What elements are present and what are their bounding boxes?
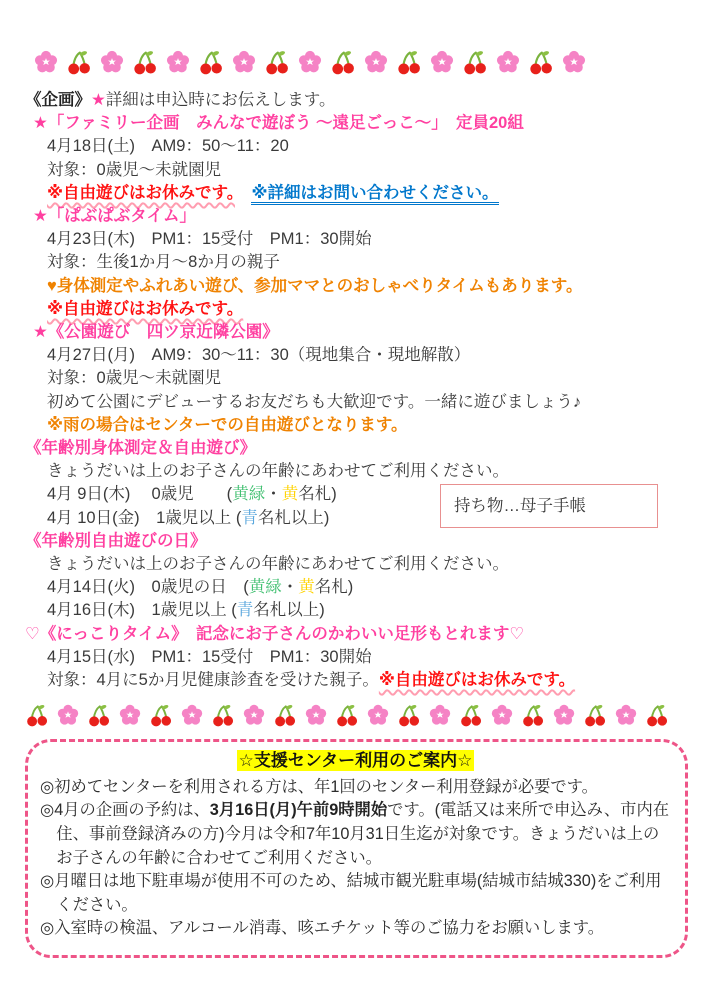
text-segment: 3月16日(月)午前9時開始 [209, 801, 388, 820]
text-segment: 4月14日(火) 0歳児の日 ( [47, 578, 249, 597]
text-segment: 対象：0歳児～未就園児 [47, 369, 222, 388]
flower-icon [304, 703, 328, 727]
text-segment: 対象：4月に5か月児健康診査を受けた親子。 [47, 671, 379, 690]
cherry-icon [264, 49, 290, 75]
measurement-guide [25, 460, 688, 483]
text-segment: ◎月曜日は地下駐車場が使用不可のため、結城市観光駐車場(結城市結城330)をご利用ください。 [40, 872, 662, 914]
cherry-icon [211, 703, 235, 727]
text-segment: きょうだいは上のお子さんの年齢にあわせてご利用ください。 [47, 555, 509, 574]
text-segment: 4月 10日(金) 1歳児以上 ( [47, 508, 242, 527]
pabupabu-target [25, 251, 688, 274]
text-segment: ・ [281, 578, 299, 597]
text-segment: ★「ぱぶぱぶタイム」 [33, 207, 196, 226]
cherry-icon [462, 49, 488, 75]
text-segment: 黄 [281, 485, 299, 504]
text-segment: 黄 [298, 578, 315, 597]
text-segment: 初めて公園にデビューするお友だちも大歓迎です。一緒に遊びましょう♪ [47, 392, 582, 411]
text-segment: 4月18日(土) AM9：50～11：20 [47, 137, 289, 156]
park-play-date [25, 344, 688, 367]
text-segment: ※自由遊びはお休みです。 [378, 671, 576, 690]
flower-icon [363, 49, 389, 75]
freeplay-title [25, 530, 688, 553]
text-segment: 黄緑 [232, 485, 266, 504]
info-parking [40, 870, 671, 917]
cherry-icon [335, 703, 359, 727]
cherry-icon [583, 703, 607, 727]
text-segment: 4月15日(水) PM1：15受付 PM1：30開始 [47, 647, 372, 666]
flower-icon [56, 703, 80, 727]
family-event-target [25, 159, 688, 182]
text-segment: ★《公園遊び 四ツ京近隣公園》 [33, 323, 279, 342]
text-segment: です。(電話又は来所で申込み、市内在住、事前登録済みの方)今月は令和7年10月31日生迄が対象です。きょうだいは上のお子さんの年齢に合わせてご利用ください。 [56, 801, 670, 867]
text-segment: 名札以上) [257, 508, 330, 527]
cherry-icon [87, 703, 111, 727]
freeplay-row-0 [25, 576, 688, 599]
park-play-invite [25, 391, 688, 414]
text-segment: 《年齢別身体測定＆自由遊び》 [25, 439, 257, 458]
info-box-title [40, 749, 671, 773]
cherry-icon [330, 49, 356, 75]
text-segment: 名札以上) [253, 601, 325, 620]
text-segment: 名札) [298, 485, 337, 504]
info-registration [40, 776, 671, 800]
text-segment: ◎入室時の検温、アルコール消毒、咳エチケット等のご協力をお願いします。 [40, 919, 605, 938]
park-play-title [25, 321, 688, 344]
flower-icon [429, 49, 455, 75]
text-segment: ※自由遊びはお休みです。 [47, 183, 235, 202]
text-segment: 《企画》 [25, 91, 91, 109]
text-segment: ★ [91, 91, 106, 109]
text-segment: 青 [236, 601, 254, 620]
cherry-icon [528, 49, 554, 75]
flyer-body [25, 89, 688, 692]
decor-border-top [33, 48, 688, 76]
nikkori-target [25, 669, 688, 692]
flower-icon [165, 49, 191, 75]
cherry-icon [25, 703, 49, 727]
flower-icon [561, 49, 587, 75]
text-segment: 青 [241, 508, 258, 527]
text-segment: ★「ファミリー企画 みんなで遊ぼう ～遠足ごっこ～」 定員20組 [33, 114, 524, 133]
text-segment: 《年齢別自由遊びの日》 [25, 531, 207, 550]
cherry-icon [396, 49, 422, 75]
park-play-rain-note [25, 414, 688, 437]
pabupabu-title [25, 205, 688, 228]
belongings-box: 持ち物…母子手帳 [440, 484, 658, 528]
info-box-title-text: ☆支援センター利用のご案内☆ [238, 751, 473, 771]
flower-icon [428, 703, 452, 727]
nikkori-title [25, 623, 688, 646]
cherry-icon [198, 49, 224, 75]
flower-icon [180, 703, 204, 727]
flower-icon [552, 703, 576, 727]
flower-icon [614, 703, 638, 727]
cherry-icon [521, 703, 545, 727]
flower-icon [242, 703, 266, 727]
decor-border-bottom [25, 701, 688, 729]
flower-icon [495, 49, 521, 75]
family-event-notes [25, 182, 688, 205]
text-segment: 名札) [314, 578, 354, 597]
freeplay-guide [25, 553, 688, 576]
flower-icon [33, 49, 59, 75]
info-hygiene [40, 917, 671, 941]
flower-icon [118, 703, 142, 727]
cherry-icon [273, 703, 297, 727]
flower-icon [297, 49, 323, 75]
info-box-items [40, 776, 671, 941]
flower-icon [99, 49, 125, 75]
cherry-icon [397, 703, 421, 727]
kikaku-note [25, 89, 688, 112]
freeplay-row-1 [25, 599, 688, 622]
measurement-title [25, 437, 688, 460]
text-segment: ・ [265, 485, 282, 504]
text-segment: ※自由遊びはお休みです。 [47, 299, 244, 318]
flower-icon [366, 703, 390, 727]
family-event-title [25, 112, 688, 135]
flower-icon [231, 49, 257, 75]
text-segment: ♡《にっこりタイム》 記念にお子さんのかわいい足形もとれます♡ [25, 624, 525, 643]
nikkori-date [25, 646, 688, 669]
park-play-target [25, 367, 688, 390]
cherry-icon [149, 703, 173, 727]
pabupabu-date [25, 228, 688, 251]
cherry-icon [66, 49, 92, 75]
text-segment: ♥身体測定やふれあい遊び、参加ママとのおしゃべりタイムもあります。 [47, 276, 583, 295]
cherry-icon [459, 703, 483, 727]
text-segment: 詳細は申込時にお伝えします。 [105, 91, 336, 109]
text-segment: 4月16日(木) 1歳児以上 ( [47, 601, 237, 620]
text-segment: ※詳細はお問い合わせください。 [251, 184, 498, 205]
text-segment: 対象：0歳児～未就園児 [47, 160, 222, 179]
family-event-date [25, 135, 688, 158]
cherry-icon [132, 49, 158, 75]
text-segment: 4月23日(木) PM1：15受付 PM1：30開始 [47, 230, 372, 249]
text-segment: 黄緑 [248, 578, 282, 597]
measurement-row-0 [25, 483, 688, 515]
text-segment: ◎初めてセンターを利用される方は、年1回のセンター利用登録が必要です。 [40, 777, 598, 796]
text-segment: 4月27日(月) AM9：30～11：30（現地集合・現地解散） [47, 346, 471, 365]
text-segment: きょうだいは上のお子さんの年齢にあわせてご利用ください。 [47, 462, 509, 481]
text-segment: ◎4月の企画の予約は、 [40, 801, 210, 820]
text-segment [235, 184, 252, 202]
text-segment: 4月 9日(木) 0歳児 ( [47, 485, 233, 504]
text-segment: ※雨の場合はセンターでの自由遊びとなります。 [47, 415, 408, 434]
info-reservation [40, 799, 671, 870]
pabupabu-note [25, 298, 688, 321]
flower-icon [490, 703, 514, 727]
pabupabu-extra [25, 275, 688, 298]
text-segment: 対象：生後1か月～8か月の親子 [47, 253, 280, 272]
center-info-box [25, 739, 688, 958]
cherry-icon [645, 703, 669, 727]
